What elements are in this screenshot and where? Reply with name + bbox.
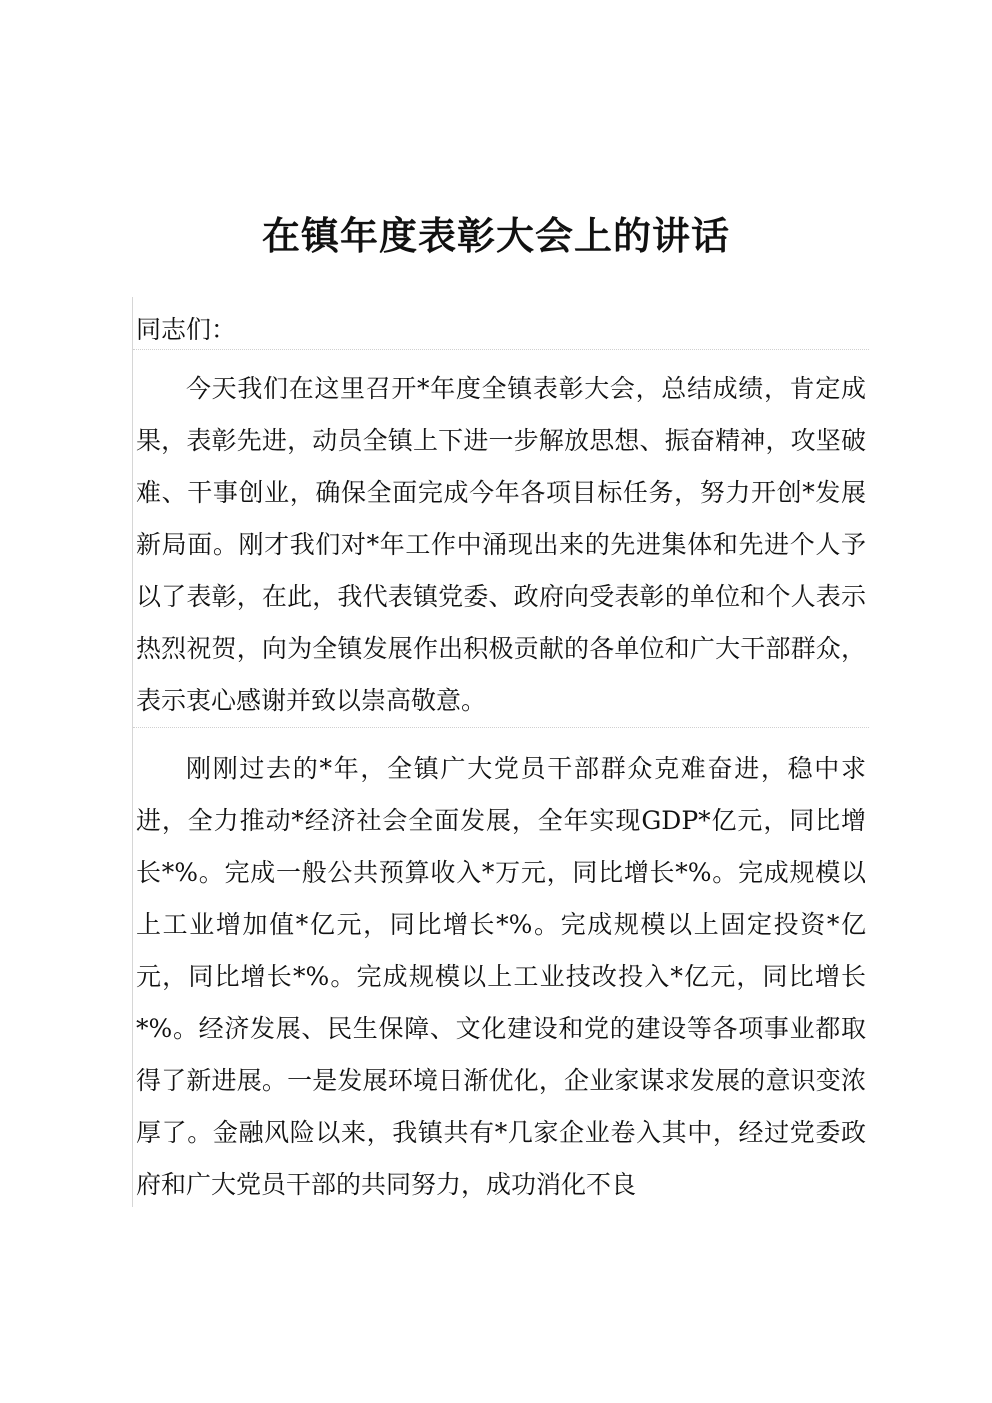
salutation: 同志们：	[136, 315, 237, 344]
paragraph-1: 今天我们在这里召开*年度全镇表彰大会，总结成绩，肯定成果，表彰先进，动员全镇上下进一步解放思想、振奋精神，攻坚破难、干事创业，确保全面完成今年各项目标任务，努力开创*发展新局面。刚才我们对*年工作中涌现出来的先进集体和先进个人予以了表彰，在此，我代表镇党委、政府向受表彰的单位和个人表示热烈祝贺，向为全镇发展作出积极贡献的各单位和广大干部群众，表示衷心感谢并致以崇高敬意。	[136, 374, 866, 715]
page-title: 在镇年度表彰大会上的讲话	[261, 213, 730, 258]
paragraph-divider	[133, 349, 869, 350]
paragraph-2: 刚刚过去的*年，全镇广大党员干部群众克难奋进，稳中求进，全力推动*经济社会全面发展，全年实现GDP*亿元，同比增长*%。完成一般公共预算收入*万元，同比增长*%。完成规模以上工业增加值*亿元，同比增长*%。完成规模以上固定投资*亿元，同比增长*%。完成规模以上工业技改投入*亿元，同比增长*%。经济发展、民生保障、文化建设和党的建设等各项事业都取得了新进展。一是发展环境日渐优化，企业家谋求发展的意识变浓厚了。金融风险以来，我镇共有*几家企业卷入其中，经过党委政府和广大党员干部的共同努力，成功消化不良	[136, 754, 866, 1199]
paragraph-divider	[133, 727, 869, 728]
document-body	[132, 297, 869, 1207]
